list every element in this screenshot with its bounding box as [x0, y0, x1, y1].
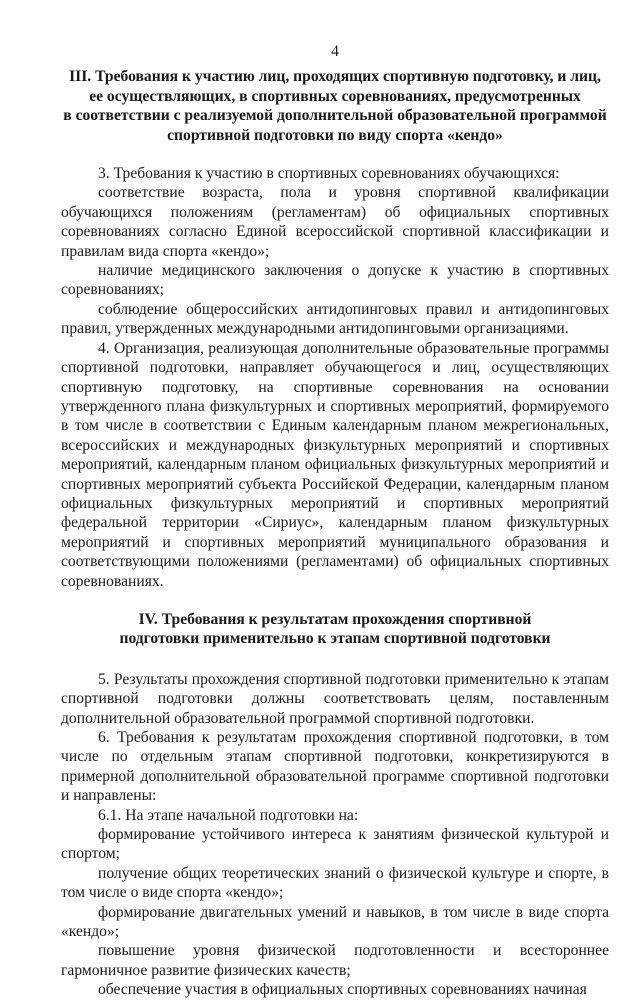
section-3-heading-line: III. Требования к участию лиц, проходящих спортивную подготовку, и лиц,	[69, 68, 601, 86]
section-4-heading	[61, 610, 609, 649]
section-3-heading-line: спортивной подготовки по виду спорта «кендо»	[167, 126, 503, 144]
paragraph-6-1-item-competitions: обеспечение участия в официальных спортивных соревнованиях начиная	[98, 981, 587, 999]
section-4-heading-line: IV. Требования к результатам прохождения спортивной	[138, 610, 532, 628]
section-3	[61, 67, 609, 591]
paragraph-6-1-item-skills: формирование двигательных умений и навыков, в том числе в виде спорта «кендо»;	[61, 903, 609, 941]
paragraph-5: 5. Результаты прохождения спортивной подготовки применительно к этапам спортивной подготовки должны соответствовать целям, поставленным дополнительной образовательной программой спортивной подготовки.	[61, 670, 609, 727]
section-4	[61, 610, 609, 1000]
paragraph-4: 4. Организация, реализующая дополнительные образовательные программы спортивной подготовки, направляет обучающегося и лиц, осуществляющих спортивную подготовку, на спортивные соревнования на основании утвержденного плана физкультурных и спортивных мероприятий, формируемого в том числе в соответствии с Единым календарным планом межрегиональных, всероссийских и международных физкультурных мероприятий и спортивных мероприятий, календарным планом официальных физкультурных мероприятий и спортивных мероприятий субъекта Российской Федерации, календарным планом официальных физкультурных мероприятий и спортивных мероприятий федеральной территории «Сириус», календарным планом физкультурных мероприятий и спортивных мероприятий муниципального образования и соответствующими положениями (регламентами) об официальных спортивных соревнованиях.	[61, 339, 609, 590]
paragraph-6-1-item-interest: формирование устойчивого интереса к занятиям физической культурой и спортом;	[61, 826, 609, 863]
paragraph-3-intro: 3. Требования к участию в спортивных соревнованиях обучающихся:	[98, 165, 560, 183]
paragraph-6-1: 6.1. На этапе начальной подготовки на:	[98, 806, 359, 824]
section-3-heading	[61, 67, 609, 145]
document-page	[61, 42, 609, 1000]
paragraph-6: 6. Требования к результатам прохождения спортивной подготовки, в том числе по отдельным этапам спортивной подготовки, конкретизируются в примерной дополнительной образовательной программе спортивной подготовки и направлены:	[61, 729, 609, 805]
paragraph-3-item-medical: наличие медицинского заключения о допуске к участию в спортивных соревнованиях;	[61, 262, 609, 299]
section-3-heading-line: в соответствии с реализуемой дополнительной образовательной программой	[63, 107, 607, 125]
paragraph-3-item-age-compliance: соответствие возраста, пола и уровня спортивной квалификации обучающихся положениям (регламентам) об официальных спортивных соревнованиях согласно Единой всероссийской спортивной классификации и правилам вида спорта «кендо»;	[61, 184, 609, 260]
paragraph-6-1-item-fitness: повышение уровня физической подготовленности и всестороннее гармоничное развитие физических качеств;	[61, 942, 609, 979]
paragraph-3-item-antidoping: соблюдение общероссийских антидопинговых правил и антидопинговых правил, утвержденных международными антидопинговыми организациями.	[61, 300, 609, 338]
paragraph-6-1-item-knowledge: получение общих теоретических знаний о физической культуре и спорте, в том числе о виде спорта «кендо»;	[61, 864, 609, 902]
section-4-heading-line: подготовки применительно к этапам спортивной подготовки	[119, 630, 551, 648]
section-3-heading-line: ее осуществляющих, в спортивных соревнованиях, предусмотренных	[89, 87, 581, 105]
page-number: 4	[331, 43, 339, 60]
